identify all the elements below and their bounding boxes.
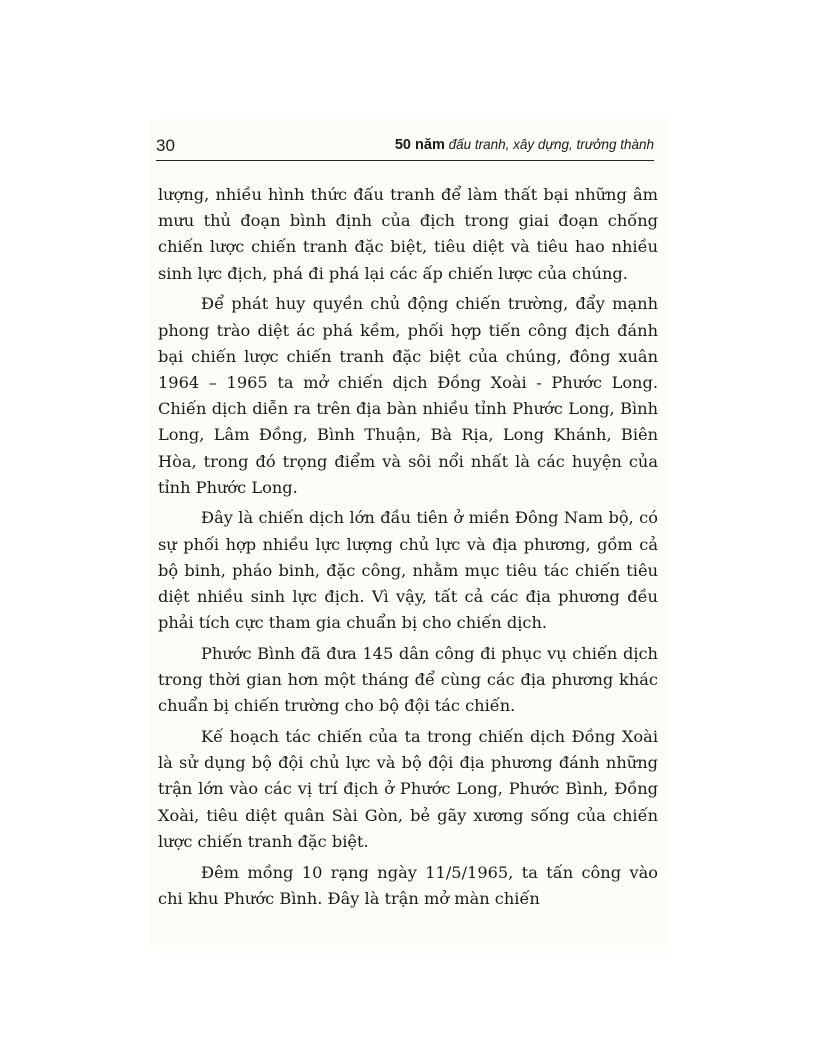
- paragraph: Đêm mồng 10 rạng ngày 11/5/1965, ta tấn công vào chi khu Phước Bình. Đây là trận mở màn chiến: [158, 862, 658, 908]
- paragraph: Kế hoạch tác chiến của ta trong chiến dịch Đồng Xoài là sử dụng bộ đội chủ lực và bộ đội địa phương đánh những trận lớn vào các vị trí địch ở Phước Long, Phước Bình, Đồng Xoài, tiêu diệt quân Sài Gòn, bẻ gãy xương sống của chiến lược chiến tranh đặc biệt.: [158, 727, 658, 851]
- paragraph: Để phát huy quyền chủ động chiến trường, đẩy mạnh phong trào diệt ác phá kềm, phối hợp tiến công địch đánh bại chiến lược chiến tranh đặc biệt của chúng, đông xuân 1964 – 1965 ta mở chiến dịch Đồng Xoài - Phước Long. Chiến dịch diễn ra trên địa bàn nhiều tỉnh Phước Long, Bình Long, Lâm Đồng, Bình Thuận, Bà Rịa, Long Khánh, Biên Hòa, trong đó trọng điểm và sôi nổi nhất là các huyện của tỉnh Phước Long.: [158, 294, 658, 497]
- running-title: [395, 137, 654, 153]
- running-title-italic: đấu tranh, xây dựng, trưởng thành: [444, 137, 654, 152]
- paragraph: Phước Bình đã đưa 145 dân công đi phục vụ chiến dịch trong thời gian hơn một tháng để cùng các địa phương khác chuẩn bị chiến trường cho bộ đội tác chiến.: [158, 643, 658, 716]
- running-title-bold: 50 năm: [394, 137, 445, 153]
- page-number: 30: [156, 136, 175, 155]
- body-text: [158, 182, 658, 916]
- paragraph: Đây là chiến dịch lớn đầu tiên ở miền Đông Nam bộ, có sự phối hợp nhiều lực lượng chủ lực và địa phương, gồm cả bộ binh, pháo binh, đặc công, nhằm mục tiêu tác chiến tiêu diệt nhiều sinh lực địch. Vì vậy, tất cả các địa phương đều phải tích cực tham gia chuẩn bị cho chiến dịch.: [158, 508, 658, 633]
- page-header: [156, 136, 654, 161]
- paragraph: lượng, nhiều hình thức đấu tranh để làm thất bại những âm mưu thủ đoạn bình định của địch trong giai đoạn chống chiến lược chiến tranh đặc biệt, tiêu diệt và tiêu hao nhiều sinh lực địch, phá đi phá lại các ấp chiến lược của chúng.: [158, 185, 658, 283]
